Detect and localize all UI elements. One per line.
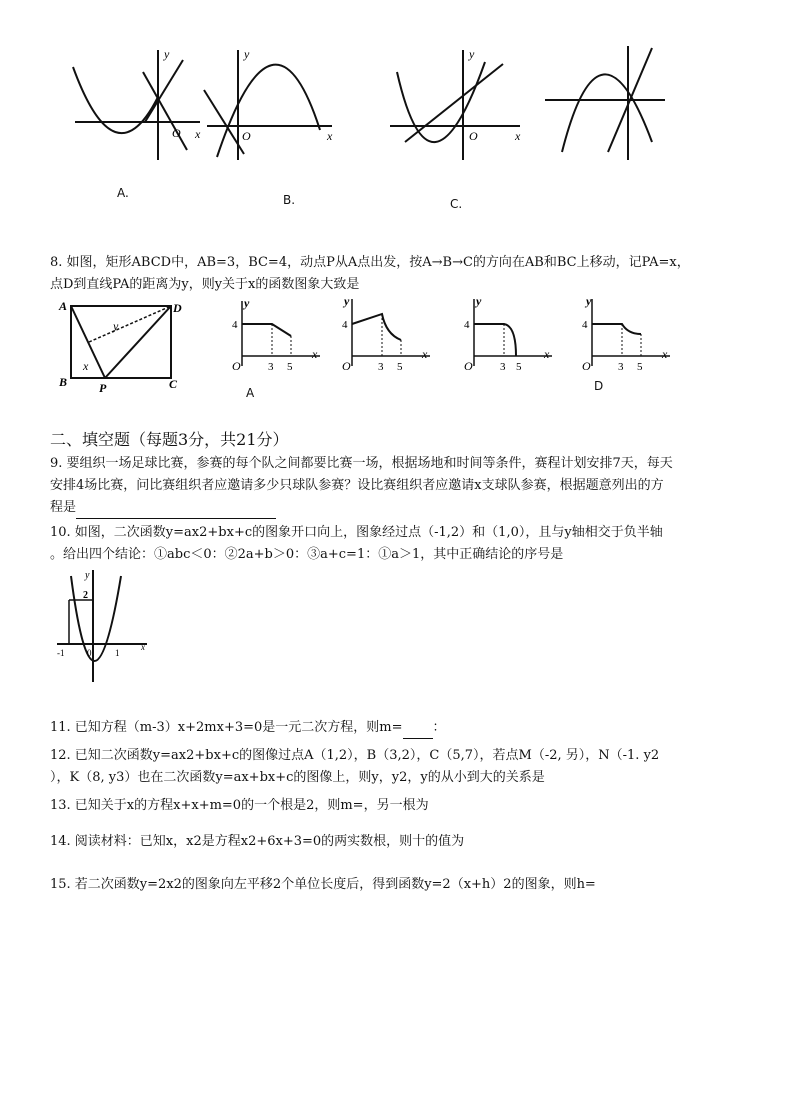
q13: 13. 已知关于x的方程x+x+m=0的一个根是2，则m=，另一根为 [50, 798, 429, 813]
q14: 14. 阅读材料：已知x，x2是方程x2+6x+3=0的两实数根，则十的值为 [50, 834, 465, 849]
axis-y-label: y [164, 47, 170, 61]
tick-2: 2 [83, 590, 88, 601]
axis-x-label: x [544, 347, 550, 361]
tick-4: 4 [582, 319, 588, 331]
origin-label: O [582, 359, 591, 372]
q11-text: 11. 已知方程（m-3）x+2mx+3=0是一元二次方程，则m= [50, 720, 403, 735]
q11-answer-blank[interactable] [403, 724, 433, 739]
q9-line1: 9. 要组织一场足球比赛，参赛的每个队之间都要比赛一场，根据场地和时间等条件，赛程计划安排7天，每天 [50, 456, 673, 471]
q10-line1: 10. 如图，二次函数y=ax2+bx+c的图象开口向上，图象经过点（-1,2）和（1,0），且与y轴相交于负半轴 [50, 525, 663, 540]
q8-line2: 点D到直线PA的距离为y，则y关于x的函数图象大致是 [50, 277, 360, 292]
q11-tail: ： [432, 720, 446, 735]
q8-rectangle-figure [55, 298, 185, 393]
q7-graph-a [65, 42, 215, 162]
axis-y-label: y [344, 294, 350, 308]
origin-label: O [469, 129, 478, 143]
axis-x-label: x [327, 129, 333, 143]
origin-label: O [342, 359, 351, 372]
tick-1: 1 [115, 648, 120, 658]
axis-x-label: x [141, 642, 145, 652]
q7-graph-b [202, 42, 342, 162]
tick-4: 4 [464, 319, 470, 331]
q9-answer-blank[interactable] [76, 504, 276, 519]
q8-graph-d [578, 294, 678, 372]
point-d: D [173, 301, 182, 315]
point-p: P [99, 381, 107, 393]
point-c: C [169, 377, 178, 391]
q7-option-c-label: C. [450, 197, 463, 211]
tick-5: 5 [516, 361, 522, 372]
origin-label: O [172, 126, 181, 140]
point-b: B [59, 375, 68, 389]
axis-y-label: y [244, 296, 250, 310]
axis-y-label: y [244, 47, 250, 61]
q7-option-b-label: B. [283, 193, 296, 207]
q7-option-a-label: A. [117, 186, 129, 200]
section-heading: 二、填空题（每题3分，共21分） [50, 430, 289, 449]
q10-parabola-figure [55, 566, 155, 684]
q9-line3-text: 程是 [50, 500, 77, 515]
axis-y-label: y [469, 47, 475, 61]
axis-x-label: x [662, 347, 668, 361]
tick-neg1: -1 [57, 648, 65, 658]
tick-5: 5 [287, 361, 293, 373]
q7-graph-d [540, 42, 670, 162]
tick-3: 3 [378, 361, 384, 372]
axis-y-label: y [85, 570, 90, 581]
axis-y-label: y [476, 294, 482, 308]
origin-label: O [232, 359, 241, 373]
tick-3: 3 [500, 361, 506, 372]
tick-3: 3 [618, 361, 624, 372]
q8-graph-a [228, 296, 328, 374]
q11 [50, 717, 780, 739]
segment-y-label: y [113, 319, 119, 333]
axis-x-label: x [312, 347, 318, 361]
axis-x-label: x [515, 129, 521, 143]
tick-5: 5 [637, 361, 643, 372]
axis-y-label: y [586, 294, 592, 308]
q8-graph-c [460, 294, 560, 372]
tick-3: 3 [268, 361, 274, 373]
q10-line2: 。给出四个结论：①abc＜0：②2a+b＞0：③a+c=1：①a＞1，其中正确结论的序号是 [50, 547, 564, 562]
axis-x-label: x [422, 347, 428, 361]
origin-label: O [464, 359, 473, 372]
q8-graph-b [338, 294, 438, 372]
q8-line1: 8. 如图，矩形ABCD中，AB=3，BC=4，动点P从A点出发，按A→B→C的方向在AB和BC上移动，记PA=x， [50, 255, 690, 270]
q8-option-a-label: A [246, 386, 255, 400]
q12-line1: 12. 已知二次函数y=ax2+bx+c的图像过点A（1,2），B（3,2），C（5,7），若点M（-2, 另），N（-1. y2 [50, 748, 660, 763]
tick-5: 5 [397, 361, 403, 372]
origin-label: O [242, 129, 251, 143]
origin-label: 0 [87, 648, 92, 658]
segment-x-label: x [83, 359, 89, 373]
q9-line2: 安排4场比赛，问比赛组织者应邀请多少只球队参赛？设比赛组织者应邀请x支球队参赛，根据题意列出的方 [50, 478, 664, 493]
q15: 15. 若二次函数y=2x2的图象向左平移2个单位长度后，得到函数y=2（x+h）2的图象，则h= [50, 877, 596, 892]
tick-4: 4 [232, 319, 238, 331]
axis-x-label: x [195, 127, 201, 141]
q12-line2: ），K（8, y3）也在二次函数y=ax+bx+c的图像上，则y，y2，y的从小到大的关系是 [50, 770, 545, 785]
q7-graph-c [385, 42, 535, 162]
q9-line3 [50, 497, 780, 519]
q8-option-d-label: D [594, 379, 604, 393]
tick-4: 4 [342, 319, 348, 331]
point-a: A [59, 299, 68, 313]
